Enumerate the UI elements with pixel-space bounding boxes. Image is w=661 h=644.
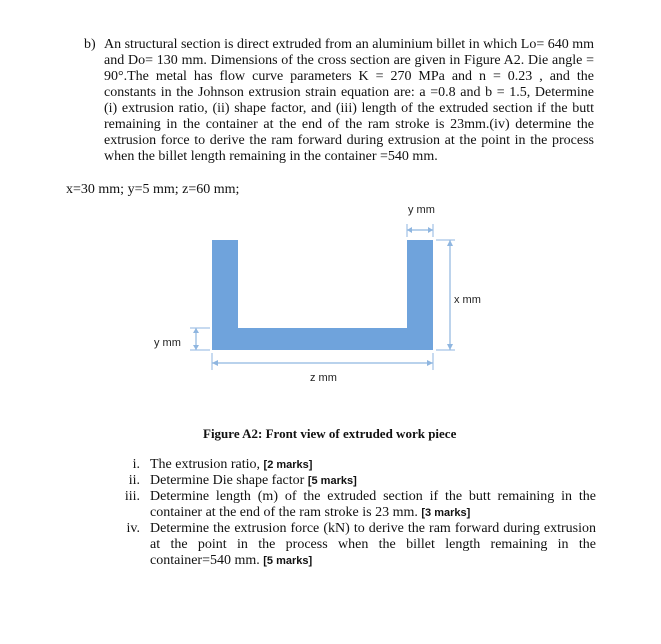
- item-marks: [5 marks]: [263, 555, 313, 567]
- u-section-shape: [212, 240, 433, 350]
- question-text: An structural section is direct extruded from an aluminium billet in which Lo= 640 mm and Do= 130 mm. Dimensions of the cross section are given in Figure A2. Die angle = 90°.The metal has flow curve parameters K = 270 MPa and n = 0.23 , and the constants in the Johnson extrusion strain equation are: a =0.8 and b = 1.5, Determine (i) extrusion ratio, (ii) shape factor, and (iii) length of the extruded section if the butt remaining in the container at the end of the ram stroke is 23mm.(iv) determine the extrusion force to derive the ram forward during extrusion at the point in the process when the billet length remaining in the container =540 mm.: [104, 37, 595, 164]
- item-text: Determine Die shape factor: [150, 473, 305, 488]
- list-item: [100, 473, 596, 489]
- figure-a2: [140, 195, 490, 395]
- item-number: ii.: [128, 473, 140, 488]
- item-marks: [3 marks]: [421, 507, 471, 519]
- item-text: Determine the extrusion force (kN) to derive the ram forward during extrusion at the point in the process when the billet length remaining in the container=540 mm.: [150, 521, 596, 568]
- label-x: x mm: [454, 294, 481, 306]
- dim-z-arrow-right: [427, 360, 433, 366]
- dim-y-left-arrow-top: [193, 328, 199, 333]
- item-number: iii.: [124, 489, 140, 504]
- question-label: b): [84, 37, 96, 52]
- dim-x-arrow-top: [447, 240, 453, 246]
- dim-x-arrow-bottom: [447, 344, 453, 350]
- item-text: The extrusion ratio,: [150, 457, 261, 472]
- item-marks: [2 marks]: [263, 459, 313, 471]
- dimensions-line: x=30 mm; y=5 mm; z=60 mm;: [66, 182, 240, 197]
- dim-y-top-arrow-left: [407, 227, 412, 233]
- list-item: [100, 457, 596, 473]
- list-item: [100, 521, 596, 569]
- dim-y-left-arrow-bottom: [193, 345, 199, 350]
- task-list: [100, 457, 596, 569]
- label-y-left: y mm: [154, 337, 181, 349]
- item-number: i.: [132, 457, 140, 472]
- item-marks: [5 marks]: [307, 475, 357, 487]
- label-y-top: y mm: [408, 204, 435, 216]
- item-number: iv.: [126, 521, 140, 536]
- label-z: z mm: [310, 372, 337, 384]
- figure-caption: Figure A2: Front view of extruded work piece: [203, 426, 457, 441]
- dim-y-top-arrow-right: [428, 227, 433, 233]
- item-text: Determine length (m) of the extruded section if the butt remaining in the container at the end of the ram stroke is 23 mm.: [150, 489, 596, 520]
- list-item: [100, 489, 596, 521]
- dim-z-arrow-left: [212, 360, 218, 366]
